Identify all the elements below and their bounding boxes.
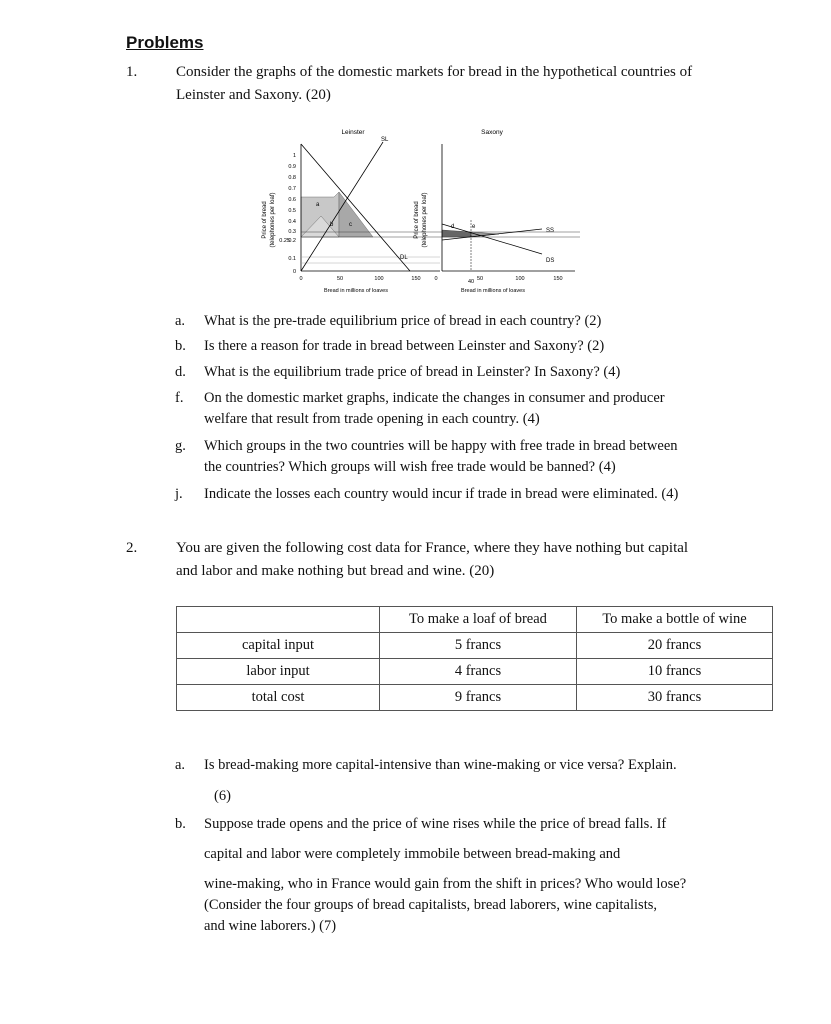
x-tick-label: 50 xyxy=(476,276,484,282)
question-text: capital and labor were completely immobile between bread-making and xyxy=(204,846,621,862)
bread-market-graphs xyxy=(250,122,580,302)
question-label: f. xyxy=(175,390,184,406)
question-text: On the domestic market graphs, indicate the changes in consumer and producer xyxy=(204,390,665,406)
saxony-demand-label: DS xyxy=(546,258,555,264)
problem-1-text xyxy=(176,61,692,107)
leinster-area-c-label: c xyxy=(349,222,352,228)
x-tick-label: 0 xyxy=(434,276,438,282)
table-cell: labor input xyxy=(177,659,380,685)
y-tick-label: 0 xyxy=(292,269,296,275)
table-cell: 20 francs xyxy=(577,633,773,659)
saxony-area-d-label: d xyxy=(451,224,455,230)
question-text: welfare that result from trade opening in each country. (4) xyxy=(204,411,540,427)
x-tick-label: 100 xyxy=(374,276,384,282)
question-text: Is there a reason for trade in bread between Leinster and Saxony? (2) xyxy=(204,338,605,354)
question-label: g. xyxy=(175,438,186,454)
y-tick-label: 0.6 xyxy=(288,197,296,203)
question-label: a. xyxy=(175,757,186,773)
saxony-quantity-annotation: 40 xyxy=(467,279,475,285)
x-tick-label: 150 xyxy=(411,276,421,282)
x-tick-label: 50 xyxy=(336,276,344,282)
question-text: What is the pre-trade equilibrium price of bread in each country? (2) xyxy=(204,313,602,329)
question-text: the countries? Which groups will wish free trade would be banned? (4) xyxy=(204,459,616,475)
table-cell: capital input xyxy=(177,633,380,659)
leinster-ylabel-line1: Price of bread xyxy=(262,201,268,239)
table-cell: total cost xyxy=(177,685,380,711)
x-tick-label: 150 xyxy=(553,276,563,282)
saxony-graph xyxy=(414,129,575,294)
question-label: a. xyxy=(175,313,186,329)
x-tick-label: 0 xyxy=(299,276,303,282)
question-label: b. xyxy=(175,816,186,832)
question-text: Suppose trade opens and the price of wine rises while the price of bread falls. If xyxy=(204,816,667,832)
y-tick-label: 0.7 xyxy=(288,186,296,192)
saxony-ylabel-line2: (telephones per loaf) xyxy=(422,192,428,248)
leinster-demand-label: DL xyxy=(400,255,408,261)
question-text: Is bread-making more capital-intensive than wine-making or vice versa? Explain. xyxy=(204,757,677,773)
question-text: Which groups in the two countries will be happy with free trade in bread between xyxy=(204,438,678,454)
question-text: (Consider the four groups of bread capitalists, bread laborers, wine capitalists, xyxy=(204,897,657,913)
problem-2-text xyxy=(176,537,688,583)
problem-1-number: 1. xyxy=(126,64,138,80)
x-tick-label: 100 xyxy=(515,276,525,282)
saxony-supply-label: SS xyxy=(546,228,555,234)
leinster-area-a-label: a xyxy=(316,202,320,208)
table-row xyxy=(177,659,773,685)
question-text: (6) xyxy=(214,788,231,804)
table-header-cell: To make a loaf of bread xyxy=(380,607,577,633)
table-cell: 30 francs xyxy=(577,685,773,711)
y-tick-label: 0.25 xyxy=(279,238,290,244)
problem-2-line: You are given the following cost data for France, where they have nothing but capital xyxy=(176,540,689,556)
problem-1-line: Consider the graphs of the domestic markets for bread in the hypothetical countries of xyxy=(176,64,693,80)
problem-2-line: and labor and make nothing but bread and wine. (20) xyxy=(176,563,495,579)
question-label: j. xyxy=(175,486,183,502)
y-tick-label: 0.8 xyxy=(288,175,296,181)
table-header-row xyxy=(177,607,773,633)
leinster-area-c xyxy=(339,192,373,237)
saxony-xlabel: Bread in millions of loaves xyxy=(461,288,525,294)
saxony-ylabel-line1: Price of bread xyxy=(414,201,420,239)
cost-table xyxy=(176,606,773,711)
leinster-supply-label: SL xyxy=(381,137,389,143)
saxony-demand-curve xyxy=(442,224,542,254)
y-tick-label: 1 xyxy=(292,153,296,159)
question-text: What is the equilibrium trade price of bread in Leinster? In Saxony? (4) xyxy=(204,364,621,380)
question-text: Indicate the losses each country would incur if trade in bread were eliminated. (4) xyxy=(204,486,679,502)
y-tick-label: 0.5 xyxy=(288,208,296,214)
table-cell: 10 francs xyxy=(577,659,773,685)
table-cell: 4 francs xyxy=(380,659,577,685)
y-tick-label: 0.9 xyxy=(288,164,296,170)
question-label: d. xyxy=(175,364,186,380)
table-row xyxy=(177,685,773,711)
leinster-graph xyxy=(262,129,580,294)
saxony-area-e-label: e xyxy=(472,224,476,230)
leinster-ylabel-line2: (telephones per loaf) xyxy=(270,192,276,248)
question-text: wine-making, who in France would gain from the shift in prices? Who would lose? xyxy=(204,876,687,892)
page-heading: Problems xyxy=(126,33,204,52)
question-label: b. xyxy=(175,338,186,354)
y-tick-label: 0.4 xyxy=(288,219,296,225)
table-cell: 5 francs xyxy=(380,633,577,659)
y-tick-label: 0.2 xyxy=(288,238,296,244)
leinster-title: Leinster xyxy=(341,129,365,136)
problem-2-number: 2. xyxy=(126,540,138,556)
problem-1-line: Leinster and Saxony. (20) xyxy=(176,87,331,103)
y-tick-label: 0.3 xyxy=(288,229,296,235)
table-cell: 9 francs xyxy=(380,685,577,711)
saxony-title: Saxony xyxy=(481,129,503,136)
y-tick-label: 0.1 xyxy=(288,256,296,262)
table-header-cell: To make a bottle of wine xyxy=(577,607,773,633)
table-header-cell xyxy=(177,607,380,633)
leinster-area-b-label: b xyxy=(330,222,334,228)
leinster-xlabel: Bread in millions of loaves xyxy=(324,288,388,294)
question-text: and wine laborers.) (7) xyxy=(204,918,337,934)
table-row xyxy=(177,633,773,659)
